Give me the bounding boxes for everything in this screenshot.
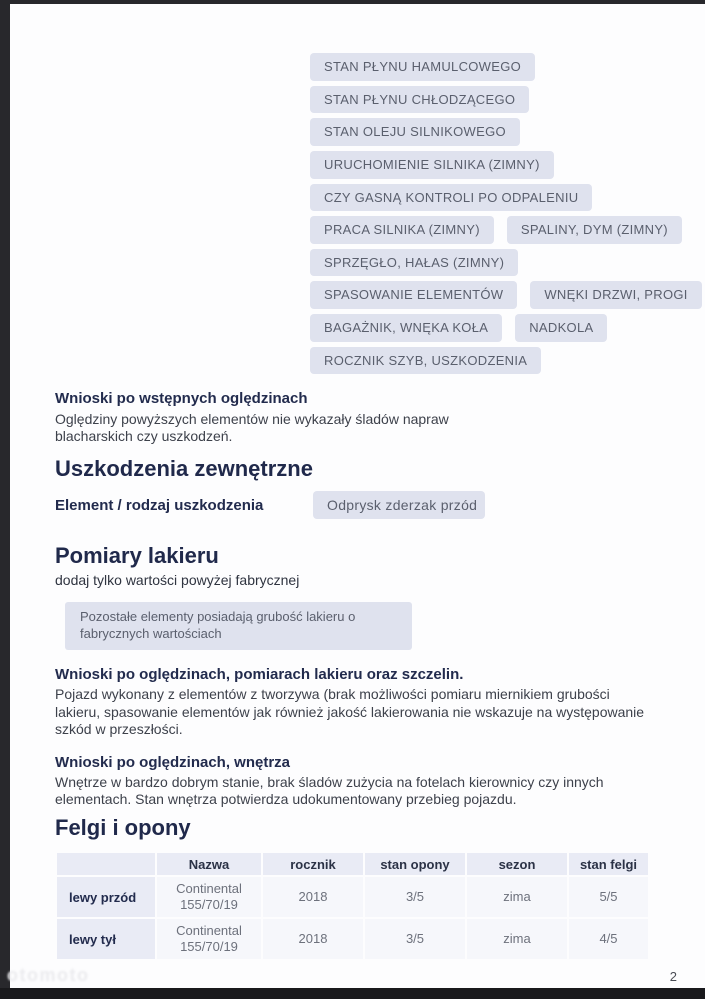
checklist-row <box>310 118 695 146</box>
table-row <box>57 919 648 959</box>
checklist-row <box>310 249 695 277</box>
checklist-row <box>310 53 695 81</box>
photo-bottom-edge <box>0 988 705 999</box>
paint-note-chip: Pozostałe elementy posiadają grubość lakieru o fabrycznych wartościach <box>65 602 412 650</box>
table-header-row <box>57 853 648 875</box>
table-header-cell: rocznik <box>263 853 363 875</box>
table-header-cell: sezon <box>467 853 567 875</box>
heading-wnioski-wstepne: Wnioski po wstępnych oględzinach <box>55 390 308 408</box>
body-wnioski-wstepne: Oględziny powyższych elementów nie wykazały śladów napraw blacharskich czy uszkodzeń. <box>55 410 449 444</box>
checklist-chip: URUCHOMIENIE SILNIKA (ZIMNY) <box>310 151 554 179</box>
checklist-chip: ROCZNIK SZYB, USZKODZENIA <box>310 347 541 375</box>
checklist-chip: WNĘKI DRZWI, PROGI <box>530 281 701 309</box>
heading-wnioski-lakier: Wnioski po oględzinach, pomiarach lakieru oraz szczelin. <box>55 666 464 684</box>
damage-element-label: Element / rodzaj uszkodzenia <box>55 496 264 514</box>
table-cell: 2018 <box>263 877 363 917</box>
checklist-row <box>310 281 695 309</box>
table-cell: 4/5 <box>569 919 648 959</box>
watermark: otomoto <box>7 965 90 985</box>
body-wnioski-lakier: Pojazd wykonany z elementów z tworzywa (brak możliwości pomiaru miernikiem grubości lakieru, spasowanie elementów jak również jakość lakierowania nie wskazuje na występowanie szkód w przeszłości. <box>55 686 645 737</box>
damage-tag-chip: Odprysk zderzak przód <box>313 491 485 520</box>
title-uszkodzenia-zewnetrzne: Uszkodzenia zewnętrzne <box>55 455 313 481</box>
damage-row <box>55 491 695 520</box>
checklist-chip: SPASOWANIE ELEMENTÓW <box>310 281 517 309</box>
checklist-chip: PRACA SILNIKA (ZIMNY) <box>310 216 494 244</box>
table-row <box>57 877 648 917</box>
checklist-row <box>310 314 695 342</box>
table-header-cell <box>57 853 155 875</box>
tyres-table <box>55 851 650 961</box>
checklist-row <box>310 347 695 375</box>
checklist-chip: STAN OLEJU SILNIKOWEGO <box>310 118 520 146</box>
report-content <box>10 4 705 961</box>
table-cell: zima <box>467 919 567 959</box>
checklist-chip: SPALINY, DYM (ZIMNY) <box>507 216 682 244</box>
title-felgi-opony: Felgi i opony <box>55 815 191 841</box>
checklist-chip: SPRZĘGŁO, HAŁAS (ZIMNY) <box>310 249 518 277</box>
tyres-table-body <box>57 877 648 959</box>
checklist-chip: STAN PŁYNU CHŁODZĄCEGO <box>310 86 529 114</box>
heading-wnioski-wnetrze: Wnioski po oględzinach, wnętrza <box>55 753 291 771</box>
checklist-row <box>310 151 695 179</box>
title-pomiary-lakieru: Pomiary lakieru <box>55 543 219 569</box>
table-cell: 2018 <box>263 919 363 959</box>
body-wnioski-wnetrze: Wnętrze w bardzo dobrym stanie, brak śladów zużycia na fotelach kierownicy czy innych elementach. Stan wnętrza potwierdza udokumentowany przebieg pojazdu. <box>55 773 604 807</box>
inspection-checklist <box>310 53 695 374</box>
table-cell: Continental 155/70/19 <box>157 919 261 959</box>
checklist-row <box>310 86 695 114</box>
table-header-cell: Nazwa <box>157 853 261 875</box>
table-cell: 3/5 <box>365 919 465 959</box>
tyres-table-header <box>57 853 648 875</box>
checklist-chip: STAN PŁYNU HAMULCOWEGO <box>310 53 535 81</box>
checklist-chip: NADKOLA <box>515 314 607 342</box>
table-cell: 3/5 <box>365 877 465 917</box>
paint-subtitle: dodaj tylko wartości powyżej fabrycznej <box>55 572 300 589</box>
checklist-row <box>310 184 695 212</box>
checklist-chip: BAGAŻNIK, WNĘKA KOŁA <box>310 314 502 342</box>
table-cell: 5/5 <box>569 877 648 917</box>
checklist-row <box>310 216 695 244</box>
checklist-chip: CZY GASNĄ KONTROLI PO ODPALENIU <box>310 184 592 212</box>
table-header-cell: stan felgi <box>569 853 648 875</box>
row-label-cell: lewy przód <box>57 877 155 917</box>
report-page <box>10 4 705 990</box>
table-cell: zima <box>467 877 567 917</box>
row-label-cell: lewy tył <box>57 919 155 959</box>
page-number: 2 <box>669 969 677 984</box>
table-cell: Continental 155/70/19 <box>157 877 261 917</box>
table-header-cell: stan opony <box>365 853 465 875</box>
